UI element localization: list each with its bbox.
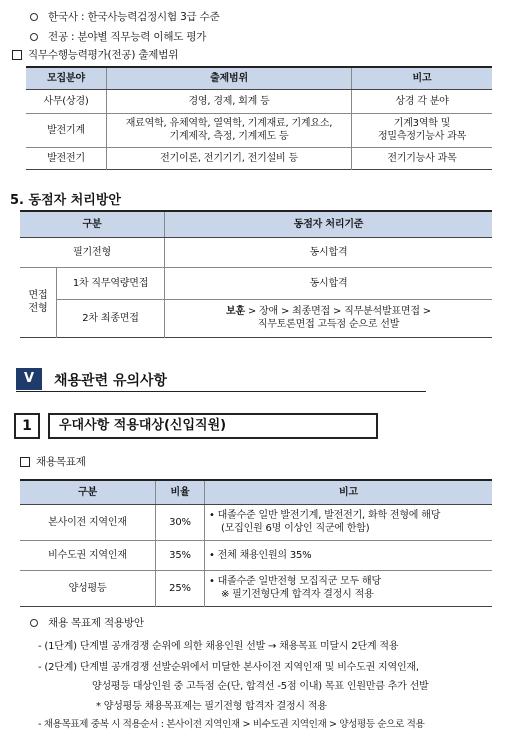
- checkbox-icon: [12, 50, 22, 60]
- col-header: 동점자 처리기준: [165, 211, 493, 237]
- table-row: 발전기계 재료역학, 유체역학, 열역학, 기계재료, 기계요소, 기계제작, 측정, 기계제도 등 기계3역학 및 정밀측정기능사 과목: [26, 113, 492, 147]
- method-line: - 채용목표제 중복 시 적용순서 : 본사이전 지역인재 > 비수도권 지역인재 > 양성평등 순으로 적용: [38, 719, 425, 730]
- subsection-number-box: 1: [14, 413, 40, 439]
- table-row: 발전전기 전기이론, 전기기기, 전기설비 등 전기기능사 과목: [26, 147, 492, 169]
- subsection-title-box: 우대사항 적용대상(신입직원): [48, 413, 378, 439]
- exam-scope-title: 직무수행능력평가(전공) 출제범위: [12, 47, 178, 62]
- tie-heading: 5. 동점자 처리방안: [10, 193, 121, 208]
- method-line: 양성평등 대상인원 중 고득점 순(단, 합격선 -5점 이내) 목표 인원만큼 추가 선발: [92, 681, 429, 692]
- circle-bullet-icon: [30, 13, 38, 21]
- table-row: 면접 전형 1차 직무역량면접 동시합격: [20, 267, 492, 299]
- checkbox-icon: [20, 457, 30, 467]
- target-title: 채용목표제: [20, 454, 86, 469]
- table-row: 필기전형 동시합격: [20, 237, 492, 267]
- circle-bullet-icon: [30, 33, 38, 41]
- col-header: 비율: [156, 480, 205, 504]
- interview-group-label: 면접 전형: [20, 267, 57, 337]
- bullet-korean-history: 한국사 : 한국사능력검정시험 3급 수준: [30, 9, 220, 24]
- table-row: 양성평등 25% • 대졸수준 일반전형 모집직군 모두 해당 ※ 필기전형단계 합격자 결정시 적용: [20, 570, 492, 606]
- table-row: 비수도권 지역인재 35% • 전체 채용인원의 35%: [20, 540, 492, 570]
- method-line: - (1단계) 단계별 공개경쟁 순위에 의한 채용인원 선발 → 채용목표 미달시 2단계 적용: [38, 641, 399, 652]
- table-row: 본사이전 지역인재 30% • 대졸수준 일반 발전기계, 발전전기, 화학 전형에 해당 (모집인원 6명 이상인 직군에 한함): [20, 504, 492, 540]
- col-header: 구분: [20, 480, 156, 504]
- tie-break-table: [20, 210, 492, 338]
- method-line: - (2단계) 단계별 공개경쟁 선발순위에서 미달한 본사이전 지역인재 및 비수도권 지역인재,: [38, 662, 419, 673]
- table-row: 사무(상경) 경영, 경제, 회계 등 상경 각 분야: [26, 89, 492, 113]
- section-numeral-badge: V: [16, 368, 42, 390]
- section-title: 채용관련 유의사항: [54, 373, 168, 389]
- method-line: * 양성평등 채용목표제는 필기전형 합격자 결정시 적용: [96, 701, 327, 712]
- col-header: 출제범위: [107, 67, 352, 89]
- col-header: 모집분야: [26, 67, 107, 89]
- col-header: 비고: [352, 67, 493, 89]
- col-header: 비고: [205, 480, 493, 504]
- method-title: 채용 목표제 적용방안: [30, 615, 144, 630]
- target-table: [20, 479, 492, 607]
- section-underline: [16, 391, 426, 392]
- table-row: 2차 최종면접 보훈 > 장애 > 최종면접 > 직무분석발표면접 > 직무토론면접 고득점 순으로 선발: [20, 299, 492, 337]
- circle-bullet-icon: [30, 619, 38, 627]
- exam-scope-table: [26, 66, 492, 170]
- bullet-major: 전공 : 분야별 직무능력 이해도 평가: [30, 29, 206, 44]
- col-header: 구분: [20, 211, 165, 237]
